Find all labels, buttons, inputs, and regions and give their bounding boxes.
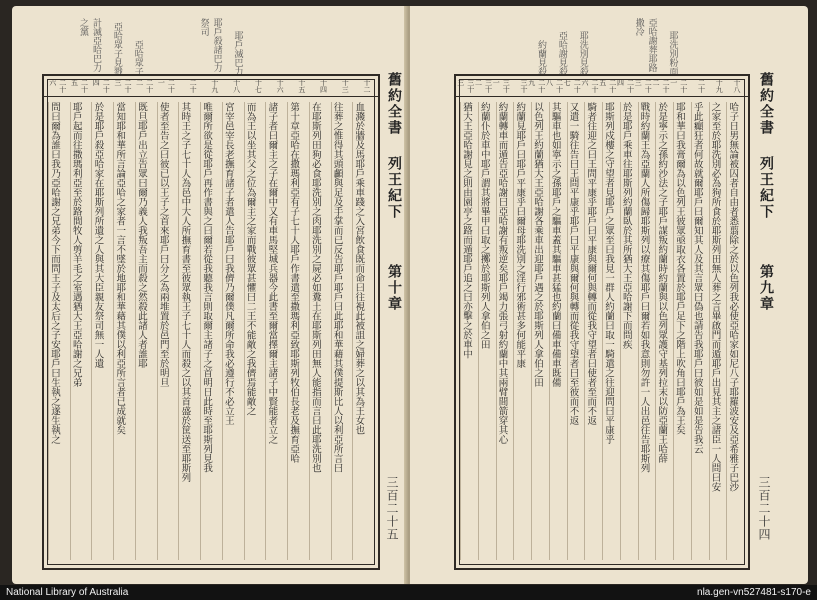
right-text-frame — [454, 74, 750, 570]
left-line-number: 二十六 — [48, 79, 67, 93]
right-text-column — [655, 102, 673, 560]
left-line-number: 十三 — [341, 79, 350, 93]
right-column-text: 戰時約蘭王為亞蘭人所傷歸耶斯列以療其傷耶戶曰爾若如我意則勿許一人出邑往告耶斯列 — [638, 102, 650, 473]
right-text-column — [549, 102, 567, 560]
left-page-number: 三百二十五 — [385, 476, 399, 541]
right-column-text: 於是耶戶乘車往耶斯列約蘭臥於其所猶大王亞哈謝下而問疾 — [620, 102, 632, 349]
right-column-text: 又遣一騎往告曰王問平康乎耶戶曰平康與爾何與轉而從我守望者曰至彼而不返 — [567, 102, 579, 425]
right-text-column — [602, 102, 620, 560]
left-line-number: 十七 — [254, 79, 263, 93]
left-note: 亞哈眾子見戮 — [111, 22, 122, 76]
left-column-text: 而為王以坐其父之位為爾主之家而戰彼眾甚懼曰二王不能敵之我儕焉能敵之 — [244, 102, 256, 416]
left-column-text: 諸子者曰爾主之子在爾中又有車馬堅城兵器今此書至爾當擇爾主諸子中賢能者立之 — [266, 102, 278, 444]
right-note: 亞哈謝葬耶路撒冷 — [633, 18, 657, 72]
left-line-number: 十二 — [363, 79, 371, 93]
left-line-number: 二十四 — [92, 79, 111, 93]
right-column-text: 之家至於耶洗別必為狗所食於耶斯列田無人葬之言畢啟門而遁耶戶出見其主之諸臣一人問曰安 — [709, 102, 721, 492]
right-text-column — [496, 102, 514, 560]
right-note: 耶洗別見殺 — [577, 31, 588, 76]
right-line-number: 二十五 — [598, 79, 617, 93]
right-line-number: 二十七 — [563, 79, 582, 93]
right-text-column — [691, 102, 709, 560]
right-note: 亞哈謝見殺 — [556, 31, 567, 76]
left-text-column — [48, 102, 70, 560]
right-column-text: 耶斯列戍樓之守望者見耶戶之眾至曰我見一群人約蘭曰取一騎遣之往迎問曰平康乎 — [603, 102, 614, 444]
left-column-text: 唯爾所欲是從耶戶再作書與之曰爾若從我聽我言則取爾主諸子之首明日此時至耶斯列見我 — [201, 102, 213, 473]
left-line-number: 二十五 — [70, 79, 89, 93]
right-section-title: 列王紀下 — [758, 156, 774, 220]
right-text-column — [709, 102, 727, 560]
right-column-text: 哈子日男無論被囚者自由者悉翦除之於以色列我必使亞哈家如尼八子耶羅波安及亞希雅子巴沙 — [727, 102, 739, 492]
left-column-text: 既旦耶戶出立告眾曰爾乃義人我叛吾主而殺之然殺此諸人者誰耶 — [135, 102, 147, 368]
right-book-title: 舊約全書 — [758, 72, 774, 136]
footer-identifier: nla.gen-vn527481-s170-e — [697, 587, 811, 598]
left-line-number: 十九 — [210, 79, 219, 93]
right-column-text: 約蘭仆於車中耶戶謂其將畢甲曰取之擲於耶斯列人拿伯之田 — [478, 102, 490, 349]
left-note: 計滅亞哈巴力之黨 — [78, 18, 101, 72]
right-text-column — [531, 102, 549, 560]
left-line-number: 二十三 — [113, 79, 132, 93]
right-text-column — [513, 102, 531, 560]
left-column-text: 在耶斯列田狗必食耶洗別之肉耶洗別之屍必如糞土在耶斯列田無人能指而言曰此耶洗別也 — [309, 102, 321, 473]
left-chapter-label: 第十章 — [386, 264, 402, 312]
left-column-text: 往葬之惟得其頭顱與足及手掌而已反告耶戶耶戶曰此耶和華藉其僕提斯比人以利亞所言曰 — [331, 102, 343, 473]
left-note: 耶戶滅巴力 — [232, 31, 243, 76]
left-column-text: 其時王之子七十人為邑中大人所撫育書至彼眾執王子七十人而殺之以其首盛於筐送至耶斯列 — [179, 102, 191, 482]
left-column-text: 問曰爾為誰曰我乃亞哈謝之兄弟今下而問王子及太后之子安耶戶曰生執之遂生執之 — [49, 102, 61, 444]
left-column-text: 使者至告之曰彼已以王子之首來耶戶曰分之為兩堆置於邑門至於明旦 — [157, 102, 169, 387]
left-text-column — [135, 102, 157, 560]
left-line-numbers — [44, 76, 378, 97]
right-column-text: 耶和華曰我膏爾為以色列王彼眾亟取衣各置於耶戶足下之階上吹角曰耶戶為王矣 — [674, 102, 685, 435]
left-line-number: 二十一 — [157, 79, 176, 93]
right-text-column — [726, 102, 744, 560]
right-text-column — [620, 102, 638, 560]
right-line-number: 十九 — [715, 79, 724, 93]
left-text-column — [309, 102, 331, 560]
left-page — [12, 6, 408, 584]
right-line-number: 三十一 — [492, 79, 511, 93]
left-column-text: 耶戶起而往撒瑪利亞至於路間牧人剪羊毛之室遇猶大王亞哈謝之兄弟 — [70, 102, 82, 387]
left-text-column — [200, 102, 222, 560]
left-line-number: 二十 — [189, 79, 198, 93]
right-column-text: 於是寧示之孫約沙法之子耶戶謀叛約蘭時約蘭與以色列眾護守基列拉末以防亞蘭王哈薛 — [656, 102, 668, 463]
right-column-text: 騎者往迎之曰王問平康乎耶戶曰平康與爾何與轉而從我守望者曰使者至而不返 — [585, 102, 597, 425]
right-page — [410, 6, 808, 584]
left-text-column — [265, 102, 287, 560]
right-line-numbers — [456, 76, 748, 97]
left-text-column — [113, 102, 135, 560]
left-note: 耶戶殺諸巴力祭司 — [198, 18, 222, 72]
right-text-column — [584, 102, 602, 560]
footer-bar — [0, 585, 817, 600]
left-note: 亞哈眾子 — [132, 40, 143, 76]
left-text-column — [70, 102, 92, 560]
right-line-number: 二十四 — [616, 79, 635, 93]
right-line-number: 三十二 — [474, 79, 493, 93]
left-column-text: 宮宰邑宰長老撫育諸子者遣人告耶戶曰我儕乃爾僕凡爾所命我必遵行不必立王 — [222, 102, 234, 425]
footer-library-name: National Library of Australia — [6, 587, 129, 598]
right-column-text: 其驅車也如寧示之孫耶戶之驅車蓋其驅車甚猛也約蘭曰備車備車既備 — [549, 102, 561, 387]
left-column-text: 血濺於牆及馬耶戶乘車踐之入宮飲食既而命曰往視此被詛之婦葬之以其為王女也 — [353, 102, 365, 435]
left-text-column — [91, 102, 113, 560]
right-note: 約蘭見殺 — [536, 40, 546, 76]
left-column-text: 當知耶和華所言論亞哈之家者一言不墜於地耶和華藉其僕以利亞所言者已成就矣 — [114, 102, 126, 435]
left-text-column — [352, 102, 374, 560]
right-line-number: 二十六 — [581, 79, 599, 93]
right-note: 耶洗別粉面 — [667, 31, 678, 76]
right-text-column — [478, 102, 496, 560]
right-line-number: 二十二 — [652, 79, 670, 93]
right-line-number: 二十一 — [669, 79, 688, 93]
left-section-title: 列王紀下 — [386, 156, 402, 220]
right-line-number: 二十三 — [634, 79, 653, 93]
left-line-number: 十六 — [276, 79, 285, 93]
right-line-number: 三十 — [520, 79, 528, 93]
left-column-text: 第十章亞哈在撒瑪利亞有子七十人耶戶作書遣至撒瑪利亞致耶斯列牧伯長老及撫育亞哈 — [288, 102, 300, 463]
left-book-title: 舊約全書 — [386, 72, 402, 136]
right-line-number: 二十 — [697, 79, 706, 93]
right-line-number: 二十九 — [527, 79, 546, 93]
right-text-column — [673, 102, 691, 560]
right-line-number: 二十八 — [545, 79, 564, 93]
right-column-text: 乎此癲狂者何故就爾耶戶曰爾知其人及其言眾曰偽也請告我耶戶曰彼如是如是告我云 — [691, 102, 703, 454]
right-column-text: 約蘭見耶戶曰耶戶平康乎曰爾母耶洗別之淫行邪術甚多何能平康 — [514, 102, 526, 368]
right-chapter-label: 第九章 — [758, 264, 774, 312]
left-line-number: 十五 — [297, 79, 306, 93]
left-text-column — [331, 102, 353, 560]
left-text-frame — [42, 74, 380, 570]
right-text-column — [460, 102, 478, 560]
left-text-column — [244, 102, 266, 560]
left-text-column — [222, 102, 244, 560]
left-text-column — [178, 102, 200, 560]
right-text-column — [638, 102, 656, 560]
left-line-number: 十四 — [319, 79, 328, 93]
right-column-text: 約蘭轉車而遁告亞哈謝曰亞哈謝有叛逆矣耶戶竭力張弓射約蘭中其兩臂間箭穿其心 — [496, 102, 508, 444]
right-line-number: 十八 — [733, 79, 741, 93]
right-column-text: 猶大王亞哈謝見之則由園亭之路而遁耶戶追之曰亦擊之於車中 — [461, 102, 472, 359]
right-page-number: 三百二十四 — [757, 476, 771, 541]
right-text-column — [567, 102, 585, 560]
left-top-notes — [72, 18, 245, 76]
left-column-text: 於是耶戶殺亞哈家在耶斯列所遺之人與其大臣親友祭司無一人遺 — [92, 102, 104, 368]
right-top-notes — [530, 18, 680, 76]
left-line-number: 十八 — [232, 79, 241, 93]
left-text-column — [157, 102, 179, 560]
left-text-column — [287, 102, 309, 560]
right-column-text: 以色列王約蘭猶大王亞哈謝各乘車出迎耶戶遇之於耶斯列人拿伯之田 — [532, 102, 543, 387]
left-line-number: 二十二 — [135, 79, 154, 93]
right-line-number: 三十三 — [456, 79, 475, 93]
